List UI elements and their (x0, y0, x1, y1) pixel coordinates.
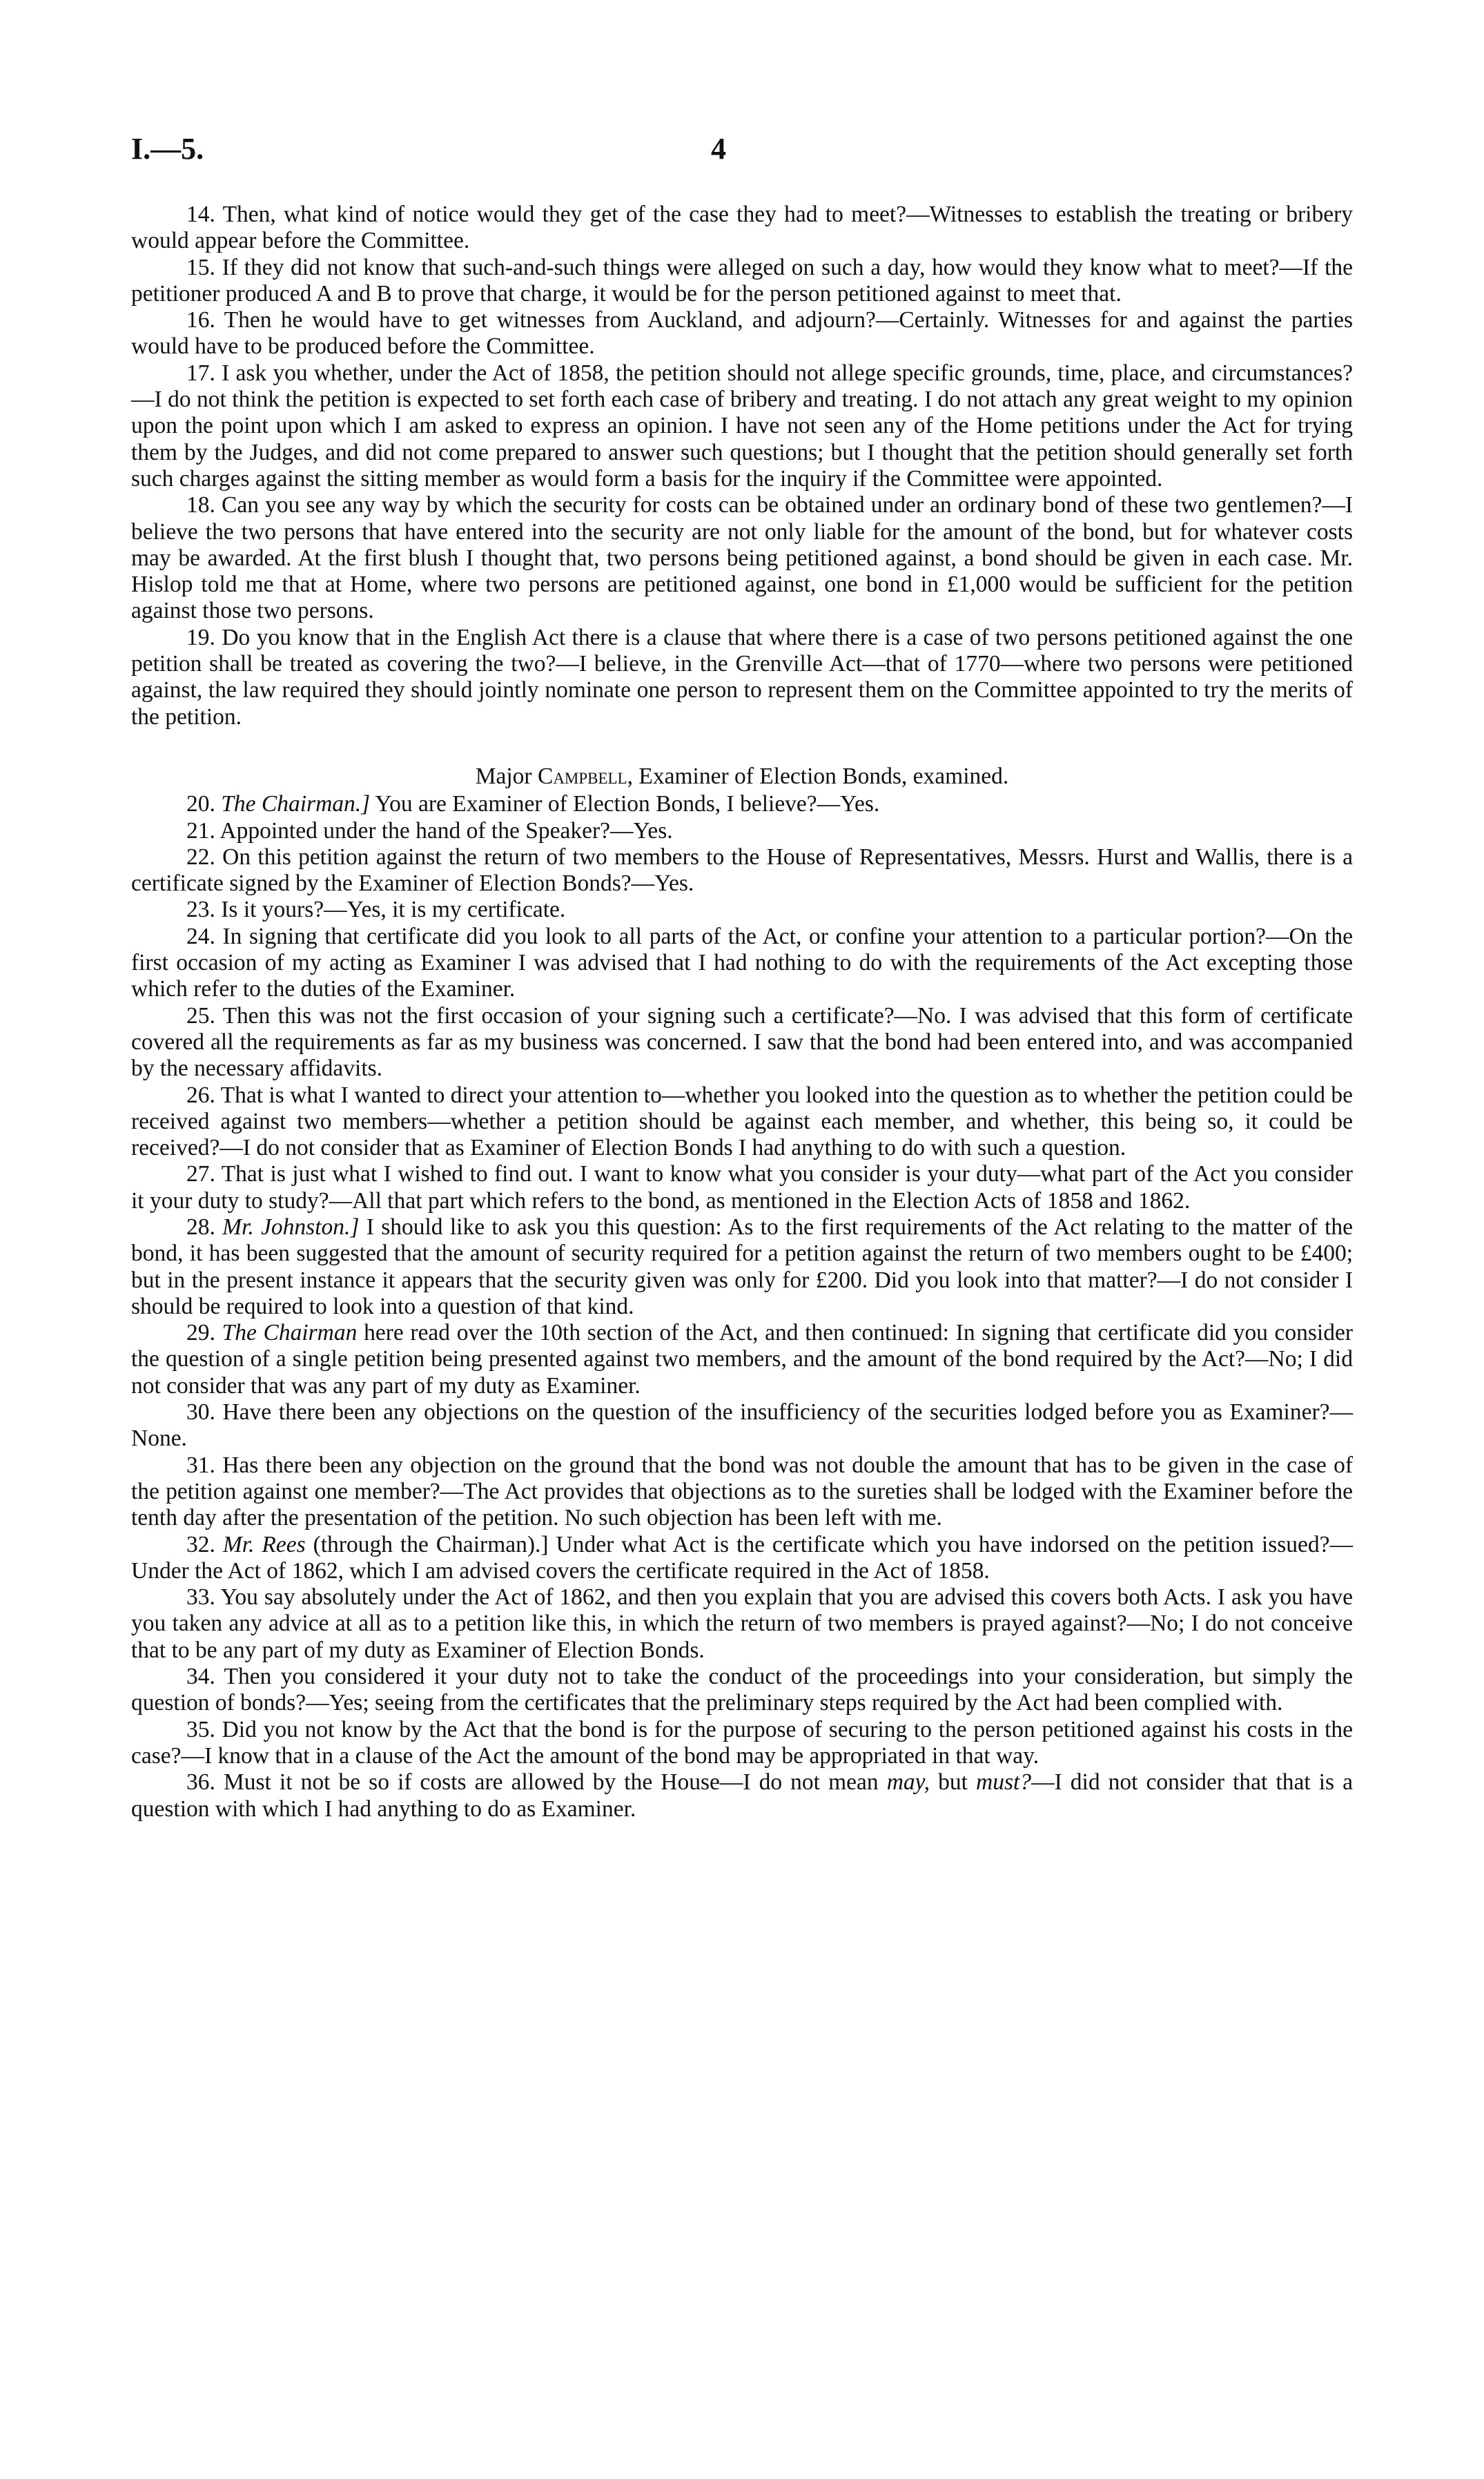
page-header (131, 131, 1353, 179)
question-paragraph (131, 818, 1353, 844)
question-paragraph (131, 492, 1353, 624)
question-paragraph (131, 1717, 1353, 1770)
speaker-label: The Chairman (222, 1320, 358, 1346)
evidence-section-2 (131, 818, 1353, 1214)
question-number: 21. (186, 817, 215, 844)
question-paragraph (131, 844, 1353, 897)
question-number: 33. (186, 1584, 215, 1611)
question-number: 14. (186, 202, 215, 227)
question-text: That is just what I wished to find out. I want to know what you consider is your duty—what part of the Act you consider it your duty to study?—All that part which refers to the bond, as mentioned in the Election Acts of 1858 and 1862. (131, 1161, 1354, 1214)
evidence-section-4 (131, 1584, 1353, 1769)
question-number: 23. (186, 897, 215, 923)
question-text: Do you know that in the English Act there is a clause that where there is a case of two persons petitioned against the one petition shall be treated as covering the two?—I believe, in the Grenville Act—that of 1770—where two persons were petitioned against, the law required they should jointly nominate one person to represent them on the Committee appointed to try the merits of the petition. (131, 624, 1354, 730)
question-text: That is what I wanted to direct your attention to—whether you looked into the question as to whether the petition could be received against two members—whether a petition should be against each member, and whether, this being so, it could be received?—I do not consider that as Examiner of Election Bonds I had anything to do with such a question. (131, 1082, 1353, 1161)
question-paragraph (131, 1584, 1353, 1664)
question-36: 36. Must it not be so if costs are allowed by the House—I do not mean may, but must?—I did not consider that that is a question with which I had anything to do as Examiner. (131, 1769, 1354, 1822)
question-paragraph (131, 924, 1353, 1003)
question-number: 18. (186, 492, 215, 518)
question-paragraph (131, 202, 1353, 255)
question-paragraph (131, 897, 1353, 923)
question-paragraph (131, 1452, 1353, 1532)
question-text: If they did not know that such-and-such things were alleged on such a day, how would they know what to meet?—If the petitioner produced A and B to prove that charge, it would be for the person petitioned against to meet that. (131, 254, 1353, 307)
question-number: 27. (186, 1161, 215, 1187)
question-paragraph (131, 1664, 1353, 1717)
question-text: Has there been any objection on the ground that the bond was not double the amount that has to be given in the case of the petition against one member?—The Act provides that objections as to the sureties shall be lodged with the Examiner before the tenth day after the presentation of the petition. No such objection has been left with me. (131, 1452, 1354, 1531)
question-text: Did you not know by the Act that the bond is for the purpose of securing to the person petitioned against his costs in the case?—I know that in a clause of the Act the amount of the bond may be appropriated in that way. (131, 1716, 1354, 1769)
question-text: On this petition against the return of two members to the House of Representatives, Messrs. Hurst and Wallis, there is a certificate signed by the Examiner of Election Bonds?—Yes. (131, 844, 1353, 897)
question-text: Then you considered it your duty not to take the conduct of the proceedings into your consideration, but simply the question of bonds?—Yes; seeing from the certificates that the preliminary steps required by the Act had been complied with. (131, 1664, 1353, 1716)
question-paragraph (131, 1161, 1353, 1214)
question-text: Can you see any way by which the security for costs can be obtained under an ordinary bond of these two gentlemen?—I believe the two persons that have entered into the security are not only liable for the amount of the bond, but for whatever costs may be awarded. At the first blush I thought that, two persons being petitioned against, a bond should be given in each case. Mr. Hislop told me that at Home, where two persons are petitioned against, one bond in £1,000 would be sufficient for the petition against those two persons. (131, 492, 1354, 624)
question-paragraph (131, 307, 1353, 360)
question-text: Is it yours?—Yes, it is my certificate. (221, 897, 566, 923)
witness-heading: Major Campbell, Examiner of Election Bonds, examined. (475, 763, 1009, 789)
question-paragraph (131, 1399, 1353, 1452)
question-20: 20. The Chairman.] You are Examiner of Election Bonds, I believe?—Yes. (186, 791, 880, 817)
question-28: 28. Mr. Johnston.] I should like to ask you this question: As to the first requirements of the Act relating to the matter of the bond, it has been suggested that the amount of security required for a petition against the return of two members ought to be £400; but in the present instance it appears that the security given was only for £200. Did you look into that matter?—I do not consider I should be required to look into a question of that kind. (131, 1214, 1354, 1319)
speaker-label: Mr. Johnston.] (222, 1214, 360, 1240)
question-text: Then, what kind of notice would they get of the case they had to meet?—Witnesses to establish the treating or bribery would appear before the Committee. (131, 202, 1353, 254)
question-number: 15. (186, 254, 215, 280)
question-text: Then he would have to get witnesses from Auckland, and adjourn?—Certainly. Witnesses for and against the parties would have to be produced before the Committee. (131, 307, 1353, 360)
question-number: 24. (186, 923, 215, 949)
speaker-label: Mr. Rees (222, 1531, 306, 1557)
question-text: Have there been any objections on the question of the insufficiency of the securities lodged before you as Examiner?—None. (131, 1399, 1353, 1452)
evidence-section-1 (131, 202, 1353, 730)
question-text: In signing that certificate did you look to all parts of the Act, or confine your attention to a particular portion?—On the first occasion of my acting as Examiner I was advised that I had nothing to do with the requirements of the Act excepting those which refer to the duties of the Examiner. (131, 923, 1354, 1002)
question-text: Appointed under the hand of the Speaker?—Yes. (219, 817, 673, 844)
question-text: Then this was not the first occasion of your signing such a certificate?—No. I was advised that this form of certificate covered all the requirements as far as my business was concerned. I saw that the bond had been entered into, and was accompanied by the necessary affidavits. (131, 1002, 1353, 1082)
question-number: 16. (186, 307, 215, 333)
question-number: 30. (186, 1399, 215, 1426)
question-paragraph (131, 360, 1353, 492)
question-29: 29. The Chairman here read over the 10th section of the Act, and then continued: In signing that certificate did you consider the question of a single petition being presented against two members, and the amount of the bond required by the Act?—No; I did not consider that was any part of my duty as Examiner. (131, 1320, 1354, 1399)
page-reference: I.—5. (131, 132, 204, 166)
question-number: 19. (186, 624, 215, 650)
question-number: 26. (186, 1082, 215, 1108)
question-number: 35. (186, 1716, 215, 1742)
question-number: 25. (186, 1002, 215, 1029)
question-text: You say absolutely under the Act of 1862, and then you explain that you are advised this covers both Acts. I ask you have you taken any advice at all as to a petition like this, in which the return of two members is prayed against?—No; I do not conceive that to be any part of my duty as Examiner of Election Bonds. (131, 1584, 1353, 1663)
speaker-label: The Chairman.] (221, 791, 371, 817)
question-number: 31. (186, 1452, 215, 1478)
question-number: 34. (186, 1664, 215, 1690)
question-paragraph (131, 625, 1353, 730)
question-paragraph (131, 1003, 1353, 1082)
question-paragraph (131, 1082, 1353, 1162)
question-number: 17. (186, 360, 215, 386)
page-number: 4 (711, 132, 726, 166)
minutes-of-evidence (131, 202, 1353, 1822)
question-paragraph (131, 255, 1353, 308)
evidence-section-3 (131, 1399, 1353, 1531)
question-text: I ask you whether, under the Act of 1858, the petition should not allege specific grounds, time, place, and circumstances?—I do not think the petition is expected to set forth each case of bribery and treating. I do not attach any great weight to my opinion upon the point upon which I am asked to express an opinion. I have not seen any of the Home petitions under the Act for trying them by the Judges, and did not come prepared to answer such questions; but I thought that the petition should generally set forth such charges against the sitting member as would form a basis for the inquiry if the Committee were appointed. (131, 360, 1353, 492)
question-32: 32. Mr. Rees (through the Chairman).] Under what Act is the certificate which you have indorsed on the petition issued?—Under the Act of 1862, which I am advised covers the certificate required in the Act of 1858. (131, 1531, 1354, 1584)
question-number: 22. (186, 844, 215, 870)
witness-name: Campbell, (537, 763, 634, 789)
